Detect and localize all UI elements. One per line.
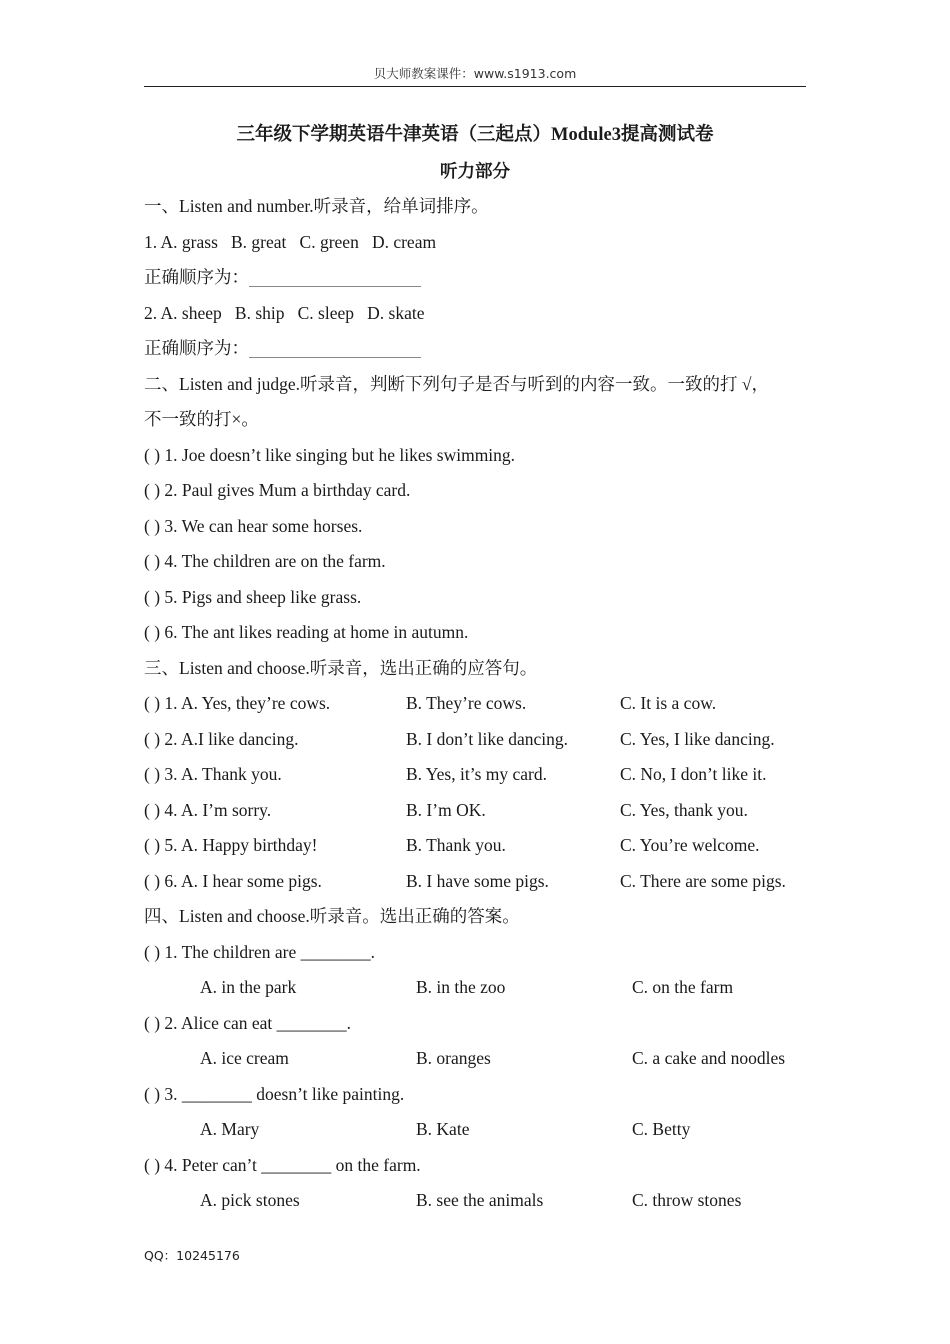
option-b: B. They’re cows. (406, 693, 527, 713)
option-b: B. I’m OK. (406, 799, 486, 820)
section1-question-1: 1. A. grass B. great C. green D. cream (144, 231, 437, 252)
section4-heading: 四、Listen and choose.听录音。选出正确的答案。 (144, 906, 520, 926)
option-a: ( ) 4. A. I’m sorry. (144, 799, 272, 820)
document-subtitle: 听力部分 (440, 160, 510, 181)
judge-item: ( ) 1. Joe doesn’t like singing but he likes swimming. (144, 444, 516, 465)
judge-item: ( ) 4. The children are on the farm. (144, 551, 386, 571)
option-b: B. Kate (416, 1119, 470, 1139)
section1-heading: 一、Listen and number.听录音，给单词排序。 (144, 196, 489, 216)
question-stem: ( ) 1. The children are ________. (144, 941, 375, 962)
header-text: 贝大师教案课件：www.s1913.com (373, 66, 577, 81)
judge-item: ( ) 5. Pigs and sheep like grass. (144, 586, 362, 607)
option-a: A. ice cream (200, 1048, 289, 1068)
section2-heading-line1: 二、Listen and judge.听录音，判断下列句子是否与听到的内容一致。一致的打 √， (144, 373, 769, 394)
option-c: C. throw stones (632, 1190, 742, 1210)
question-stem: ( ) 3. ________ doesn’t like painting. (144, 1083, 405, 1104)
options-row (144, 1112, 806, 1148)
option-b: B. Yes, it’s my card. (406, 764, 547, 784)
section1-answer-row-1 (144, 260, 806, 296)
option-b: B. Thank you. (406, 835, 506, 855)
judge-item: ( ) 2. Paul gives Mum a birthday card. (144, 480, 411, 500)
choose-row (144, 722, 806, 758)
option-b: B. in the zoo (416, 977, 506, 997)
option-c: C. Yes, thank you. (620, 799, 748, 820)
option-c: C. It is a cow. (620, 693, 717, 713)
choose-row (144, 757, 806, 793)
answer-blank[interactable] (249, 356, 421, 358)
choose-row (144, 686, 806, 722)
option-b: B. I don’t like dancing. (406, 728, 569, 749)
choose-row (144, 864, 806, 900)
section1-question-2: 2. A. sheep B. ship C. sleep D. skate (144, 302, 425, 323)
option-b: B. oranges (416, 1048, 491, 1068)
option-c: C. There are some pigs. (620, 870, 786, 891)
section1-answer-row-2 (144, 331, 806, 367)
choose-row (144, 828, 806, 864)
document-title: 三年级下学期英语牛津英语（三起点）Module3提高测试卷 (236, 125, 714, 145)
option-a: ( ) 5. A. Happy birthday! (144, 835, 318, 855)
footer-text: QQ：10245176 (144, 1248, 240, 1263)
option-c: C. You’re welcome. (620, 835, 760, 855)
section3-heading: 三、Listen and choose.听录音，选出正确的应答句。 (144, 657, 538, 678)
options-row (144, 1041, 806, 1077)
option-c: C. on the farm (632, 977, 734, 997)
judge-item: ( ) 6. The ant likes reading at home in autumn. (144, 622, 469, 642)
option-a: ( ) 6. A. I hear some pigs. (144, 870, 322, 891)
page-header (144, 64, 806, 87)
document-body (144, 118, 806, 1219)
option-c: C. Yes, I like dancing. (620, 728, 775, 749)
option-a: ( ) 3. A. Thank you. (144, 764, 282, 784)
option-a: A. pick stones (200, 1190, 300, 1210)
option-a: A. in the park (200, 977, 297, 997)
option-a: ( ) 2. A.I like dancing. (144, 728, 299, 749)
choose-row (144, 793, 806, 829)
option-c: C. a cake and noodles (632, 1048, 786, 1068)
page-footer (144, 1246, 240, 1264)
judge-item: ( ) 3. We can hear some horses. (144, 515, 363, 536)
option-b: B. I have some pigs. (406, 870, 549, 891)
option-a: A. Mary (200, 1119, 260, 1139)
option-a: ( ) 1. A. Yes, they’re cows. (144, 693, 331, 713)
options-row (144, 1183, 806, 1219)
answer-blank[interactable] (249, 285, 421, 287)
answer-label: 正确顺序为： (144, 338, 249, 358)
question-stem: ( ) 2. Alice can eat ________. (144, 1012, 352, 1033)
options-row (144, 970, 806, 1006)
question-stem: ( ) 4. Peter can’t ________ on the farm. (144, 1154, 421, 1175)
option-b: B. see the animals (416, 1190, 544, 1210)
option-c: C. No, I don’t like it. (620, 764, 767, 784)
option-c: C. Betty (632, 1119, 691, 1139)
section2-heading-line2: 不一致的打×。 (144, 409, 259, 429)
answer-label: 正确顺序为： (144, 267, 249, 287)
